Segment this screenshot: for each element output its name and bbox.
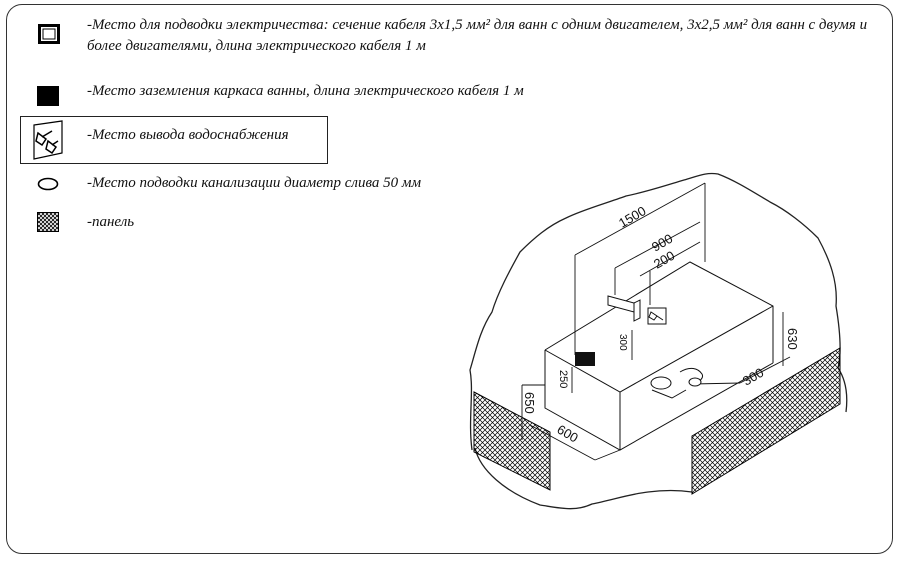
dim-200: 200 xyxy=(651,247,678,272)
electric-box-marker xyxy=(575,352,595,366)
dim-900: 900 xyxy=(649,230,676,255)
dim-250: 250 xyxy=(557,370,569,389)
legend-water: -Место вывода водоснабжения xyxy=(87,127,289,143)
legend-panel: -панель xyxy=(87,214,135,230)
dim-650: 650 xyxy=(522,392,537,414)
dim-300-wall: 300 xyxy=(617,334,628,351)
dim-630: 630 xyxy=(785,328,800,350)
legend-ground: -Место заземления каркаса ванны, длина электрического кабеля 1 м xyxy=(87,83,524,99)
legend-drain: -Место подводки канализации диаметр слива 50 мм xyxy=(87,175,422,191)
legend-electric-line1: -Место для подводки электричества: сечение кабеля 3х1,5 мм² для ванн с одним двигателем, 3х2,5 мм² для ванн с двумя и xyxy=(87,17,868,33)
drain-fixture xyxy=(651,368,703,398)
water-outlet-marker xyxy=(648,308,666,324)
panel-left xyxy=(474,392,550,490)
legend-electric-line2: более двигателями, длина электрического кабеля 1 м xyxy=(87,38,426,54)
dim-1500: 1500 xyxy=(616,203,649,231)
dim-600: 600 xyxy=(554,421,581,446)
dim-300-side: 300 xyxy=(740,364,767,389)
